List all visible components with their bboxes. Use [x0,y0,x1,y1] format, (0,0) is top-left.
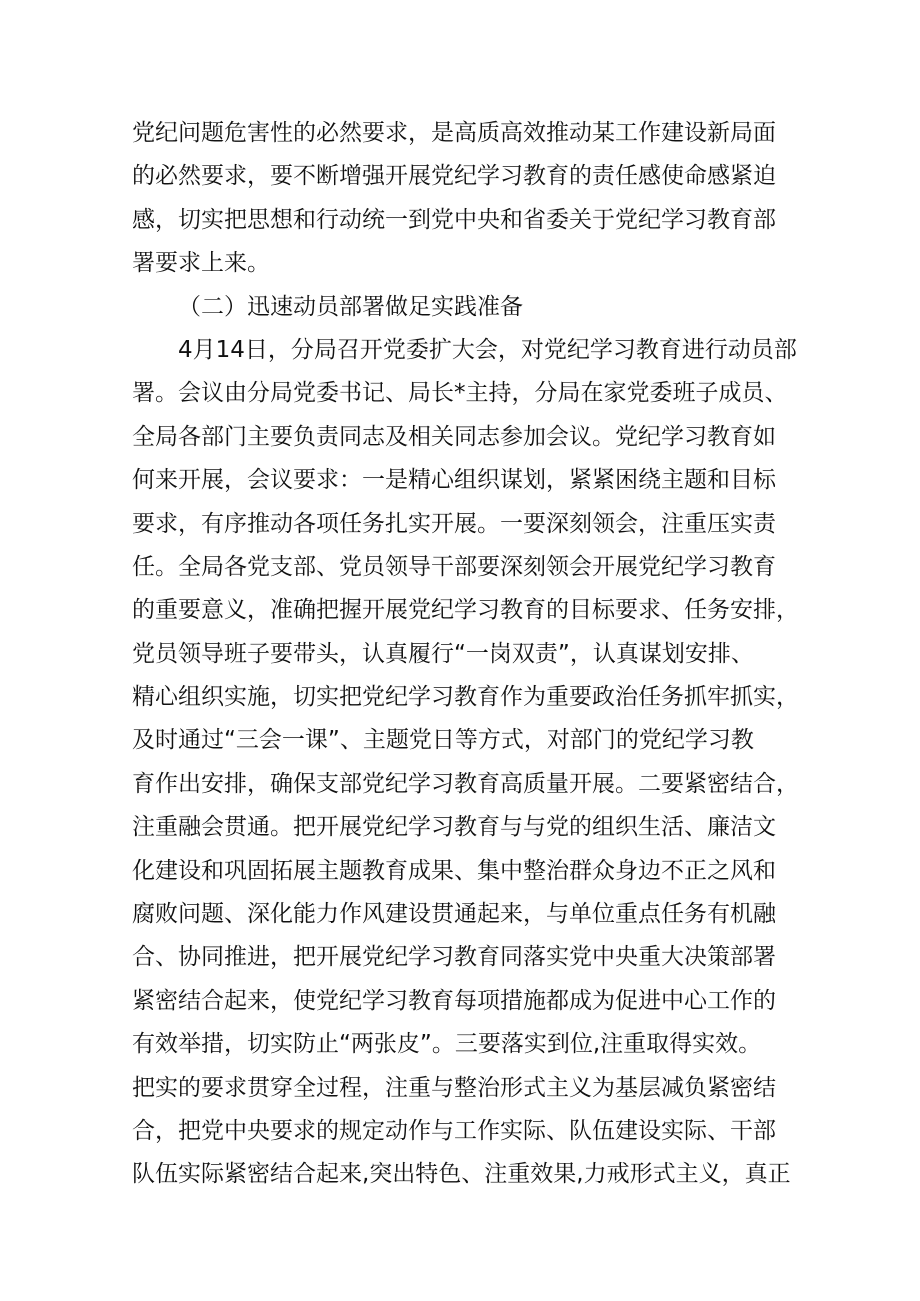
text-line: 要求，有序推动各项任务扎实开展。一要深刻领会，注重压实责 [132,510,776,537]
document-body [132,112,800,1197]
text-line: 感，切实把思想和行动统一到党中央和省委关于党纪学习教育部 [132,206,776,233]
text-line: 腐败问题、深化能力作风建设贯通起来，与单位重点任务有机融 [132,901,776,928]
text-line: 注重融会贯通。把开展党纪学习教育与与党的组织生活、廉洁文 [132,814,776,841]
text-line: 及时通过“三会一课”、主题党日等方式，对部门的党纪学习教 [132,727,754,754]
text-line: 合、协同推进，把开展党纪学习教育同落实党中央重大决策部署 [132,944,776,971]
text-line: 的重要意义，准确把握开展党纪学习教育的目标要求、任务安排， [132,597,799,624]
text-line: 紧密结合起来，使党纪学习教育每项措施都成为促进中心工作的 [132,987,776,1014]
text-line: 署要求上来。 [132,250,270,277]
text-line: 党员领导班子要带头，认真履行“一岗双责”，认真谋划安排、 [132,640,754,667]
paragraph-first-line: 4月14日，分局召开党委扩大会，对党纪学习教育进行动员部 [178,336,797,363]
text-line: 何来开展，会议要求：一是精心组织谋划，紧紧困绕主题和目标 [132,467,776,494]
text-line: 合，把党中央要求的规定动作与工作实际、队伍建设实际、干部 [132,1117,776,1144]
text-line: 全局各部门主要负责同志及相关同志参加会议。党纪学习教育如 [132,423,776,450]
text-line: 任。全局各党支部、党员领导干部要深刻领会开展党纪学习教育 [132,553,776,580]
text-line: 队伍实际紧密结合起来,突出特色、注重效果,力戒形式主义，真正 [132,1161,791,1188]
text-line: 有效举措，切实防止“两张皮”。三要落实到位,注重取得实效。 [132,1031,762,1058]
text-line: 育作出安排，确保支部党纪学习教育高质量开展。二要紧密结合， [132,770,799,797]
text-line: 精心组织实施，切实把党纪学习教育作为重要政治任务抓牢抓实， [132,684,799,711]
text-line: 署。会议由分局党委书记、局长*主持，分局在家党委班子成员、 [132,380,788,407]
text-line: 的必然要求，要不断增强开展党纪学习教育的责任感使命感紧迫 [132,163,776,190]
text-line: 化建设和巩固拓展主题教育成果、集中整治群众身边不正之风和 [132,857,776,884]
text-line: 党纪问题危害性的必然要求，是高质高效推动某工作建设新局面 [132,120,776,146]
section-heading: （二）迅速动员部署做足实践准备 [178,293,523,320]
text-line: 把实的要求贯穿全过程，注重与整治形式主义为基层减负紧密结 [132,1074,776,1101]
